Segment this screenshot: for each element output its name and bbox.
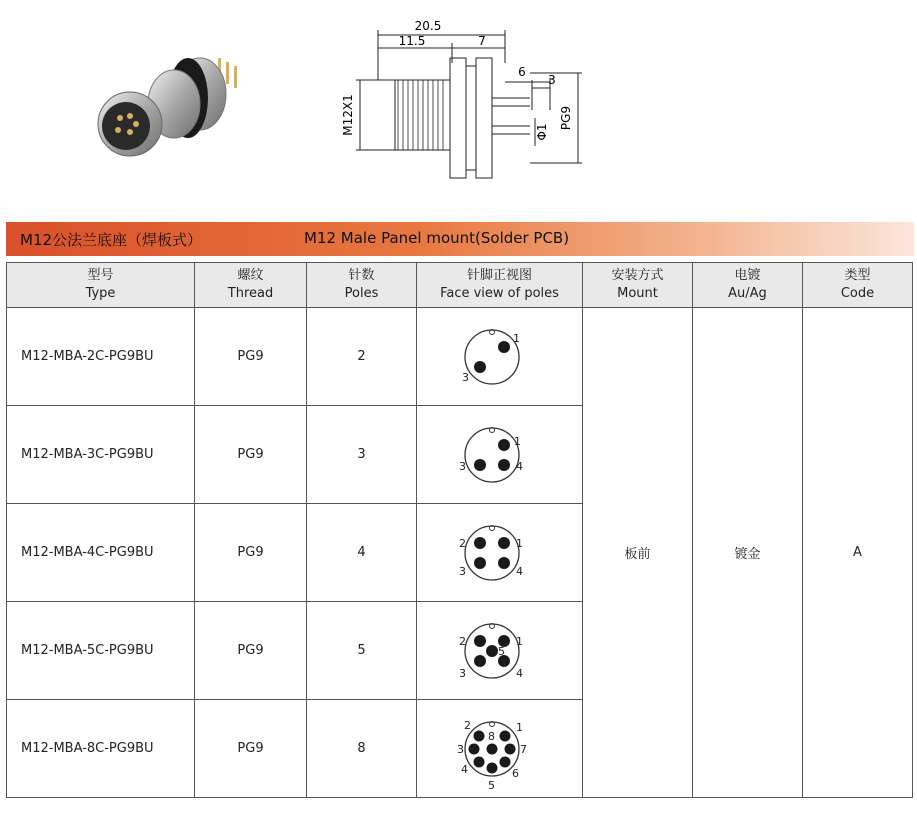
- svg-text:1: 1: [513, 434, 521, 448]
- cell-face-view: [417, 602, 583, 700]
- svg-text:2: 2: [458, 634, 466, 648]
- label-pg: PG9: [559, 105, 573, 131]
- cell-face-view: [417, 308, 583, 406]
- svg-text:1: 1: [515, 634, 523, 648]
- svg-text:7: 7: [519, 742, 527, 756]
- cell-face-view: [417, 700, 583, 798]
- table-header-row: [7, 263, 913, 308]
- cell-type: M12-MBA-8C-PG9BU: [7, 700, 195, 798]
- banner-title-en: M12 Male Panel mount(Solder PCB): [304, 229, 570, 247]
- svg-text:3: 3: [458, 459, 466, 473]
- svg-text:2: 2: [458, 536, 466, 550]
- cell-poles: 8: [307, 700, 417, 798]
- cell-code: A: [803, 308, 913, 798]
- pin-face-3-icon: [440, 415, 560, 495]
- header-plating: 电镀 Au/Ag: [693, 263, 803, 308]
- dim-total: 20.5: [414, 19, 442, 33]
- svg-text:4: 4: [515, 666, 523, 680]
- svg-text:3: 3: [456, 742, 464, 756]
- dim-pin-len: 6: [518, 65, 526, 79]
- label-thread: M12X1: [341, 94, 355, 136]
- table-row: [7, 308, 913, 406]
- svg-text:1: 1: [515, 720, 523, 734]
- cell-thread: PG9: [195, 700, 307, 798]
- cell-thread: PG9: [195, 602, 307, 700]
- cell-poles: 5: [307, 602, 417, 700]
- pin-face-5-icon: [440, 611, 560, 691]
- banner-title-cn: M12公法兰底座（焊板式）: [20, 231, 203, 249]
- svg-text:1: 1: [515, 536, 523, 550]
- svg-text:4: 4: [460, 762, 468, 776]
- title-banner: [6, 222, 914, 256]
- svg-text:1: 1: [512, 331, 520, 345]
- pin-face-4-icon: [440, 513, 560, 593]
- dim-body: 11.5: [398, 34, 426, 48]
- header-code: 类型 Code: [803, 263, 913, 308]
- cell-poles: 4: [307, 504, 417, 602]
- svg-text:4: 4: [515, 564, 523, 578]
- dim-pin-tip: 3: [548, 73, 556, 87]
- svg-text:6: 6: [511, 766, 519, 780]
- svg-text:5: 5: [497, 644, 505, 658]
- cell-thread: PG9: [195, 406, 307, 504]
- cell-type: M12-MBA-5C-PG9BU: [7, 602, 195, 700]
- pin-face-8-icon: [440, 707, 560, 791]
- header-mount: 安装方式 Mount: [583, 263, 693, 308]
- cell-thread: PG9: [195, 504, 307, 602]
- cell-face-view: [417, 406, 583, 504]
- header-thread: 螺纹 Thread: [195, 263, 307, 308]
- svg-text:8: 8: [487, 729, 495, 743]
- cell-poles: 3: [307, 406, 417, 504]
- cell-poles: 2: [307, 308, 417, 406]
- cell-thread: PG9: [195, 308, 307, 406]
- dimension-drawing: [340, 18, 590, 193]
- svg-text:3: 3: [458, 564, 466, 578]
- svg-text:2: 2: [463, 718, 471, 732]
- header-type: 型号 Type: [7, 263, 195, 308]
- connector-photo: [90, 36, 250, 166]
- cell-type: M12-MBA-3C-PG9BU: [7, 406, 195, 504]
- header-face-view: 针脚正视图 Face view of poles: [417, 263, 583, 308]
- svg-text:5: 5: [487, 778, 495, 791]
- label-pin-dia: Φ1: [535, 123, 549, 141]
- cell-type: M12-MBA-2C-PG9BU: [7, 308, 195, 406]
- svg-text:3: 3: [458, 666, 466, 680]
- svg-text:3: 3: [461, 370, 469, 384]
- cell-face-view: [417, 504, 583, 602]
- dim-nut: 7: [478, 34, 486, 48]
- cell-plating: 镀金: [693, 308, 803, 798]
- header-poles: 针数 Poles: [307, 263, 417, 308]
- svg-text:4: 4: [515, 459, 523, 473]
- cell-type: M12-MBA-4C-PG9BU: [7, 504, 195, 602]
- cell-mount: 板前: [583, 308, 693, 798]
- spec-table: [6, 262, 913, 798]
- pin-face-2-icon: [440, 317, 560, 397]
